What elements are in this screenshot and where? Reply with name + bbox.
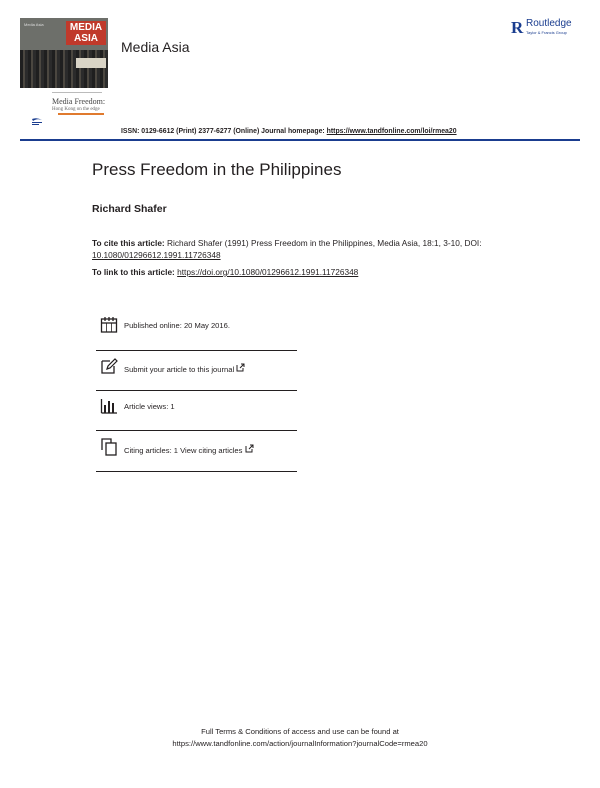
citing-articles-link[interactable] <box>124 444 254 455</box>
divider <box>96 471 297 472</box>
issn-text: ISSN: 0129-6612 (Print) 2377-6277 (Online) Journal homepage: <box>121 128 327 135</box>
journal-name: Media Asia <box>121 39 190 55</box>
submit-article-text: Submit your article to this journal <box>124 365 235 374</box>
publisher-subtitle: Taylor & Francis Group <box>526 30 567 35</box>
footer-terms-link[interactable]: https://www.tandfonline.com/action/journalInformation?journalCode=rmea20 <box>172 739 428 748</box>
cite-label: To cite this article: <box>92 238 165 248</box>
submit-article-link[interactable] <box>124 363 245 374</box>
cover-subtitle: Media Freedom: <box>52 97 106 106</box>
routledge-logo[interactable] <box>511 18 583 40</box>
cover-photo <box>20 18 108 88</box>
bar-chart-icon <box>100 397 118 415</box>
divider <box>96 390 297 391</box>
citing-articles-text: Citing articles: 1 View citing articles <box>124 446 243 455</box>
footer <box>0 726 600 750</box>
article-doi-url-link[interactable]: https://doi.org/10.1080/01296612.1991.11726348 <box>177 267 359 277</box>
journal-homepage-link[interactable]: https://www.tandfonline.com/loi/rmea20 <box>326 128 457 135</box>
link-label: To link to this article: <box>92 267 178 277</box>
doi-link[interactable]: 10.1080/01296612.1991.11726348 <box>92 250 221 260</box>
external-link-icon <box>236 363 245 372</box>
edit-icon <box>100 357 118 375</box>
cover-accent-line <box>58 113 104 115</box>
cite-text: Richard Shafer (1991) Press Freedom in the Philippines, Media Asia, 18:1, 3-10, DOI: <box>164 238 482 248</box>
citation-block <box>92 237 512 261</box>
article-author: Richard Shafer <box>92 203 167 215</box>
header-rule <box>20 139 580 141</box>
divider <box>96 350 297 351</box>
footer-line-1: Full Terms & Conditions of access and use can be found at <box>201 727 399 736</box>
citing-icon <box>100 438 118 456</box>
cover-title: MEDIA ASIA <box>66 21 106 45</box>
cover-small-header: Media Asia <box>24 22 44 27</box>
issn-line <box>121 128 457 135</box>
article-title: Press Freedom in the Philippines <box>92 160 342 179</box>
published-online-text: Published online: 20 May 2016. <box>124 321 230 330</box>
calendar-icon <box>100 316 118 334</box>
publisher-name: Routledge <box>526 18 572 29</box>
external-link-icon <box>245 444 254 453</box>
published-online-row <box>96 316 297 354</box>
routledge-r-icon: R <box>511 18 524 37</box>
cover-subtitle-2: Hong Kong on the edge <box>52 107 100 112</box>
article-link-line <box>92 267 358 277</box>
divider <box>96 430 297 431</box>
publisher-logo-icon <box>30 118 44 126</box>
article-views-text: Article views: 1 <box>124 402 175 411</box>
journal-cover[interactable] <box>20 18 108 138</box>
